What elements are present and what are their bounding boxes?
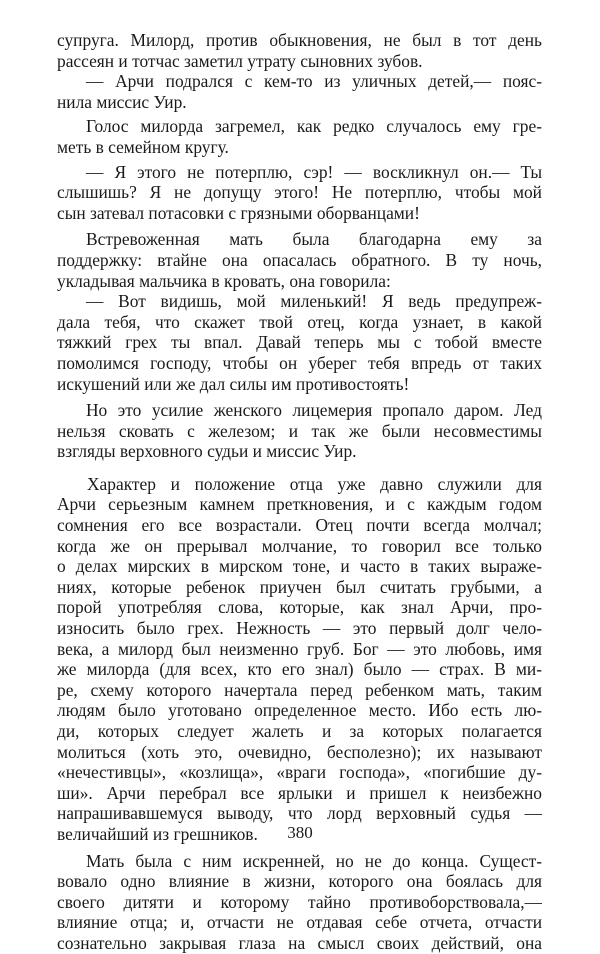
text-line: Встревоженная мать была благодарна ему за xyxy=(86,229,542,250)
text-line: ниях, которые ребенок приучен был считать грубыми, а xyxy=(57,576,542,597)
page-number: 380 xyxy=(287,823,313,842)
text-line: когда же он прерывал молчание, то говорил все только xyxy=(57,535,542,556)
text-line: вовало одно влияние в жизни, которого она боялась для xyxy=(57,871,542,892)
text-line: дала тебя, что скажет твой отец, когда узнает, в какой xyxy=(57,311,542,332)
text-line: влияние отца; и, отчасти не отдавая себе отчета, отчасти xyxy=(57,912,542,933)
text-line: — Вот видишь, мой миленький! Я ведь предупреж- xyxy=(86,291,542,312)
text-line: Голос милорда загремел, как редко случалось ему гре- xyxy=(86,116,542,137)
text-line: ди, которых следует жалеть и за которых полагается xyxy=(57,721,542,741)
text-line: о делах мирских в мирском тоне, и часто в таких выраже- xyxy=(57,556,542,577)
text-line: ши». Арчи перебрал все ярлыки и пришел к неизбежно xyxy=(57,782,542,803)
text-line: Мать была с ним искренней, но не до конца. Сущест- xyxy=(86,850,542,871)
text-line: поддержку: втайне она опасалась обратного. В ту ночь, xyxy=(57,249,542,270)
text-line: ре, схему которого начертала перед ребенком мать, таким xyxy=(57,679,542,700)
text-line: взгляды верховного судьи и миссис Уир. xyxy=(57,441,357,462)
text-line: рассеян и тотчас заметил утрату сыновних зубов. xyxy=(57,50,423,71)
text-line: «нечестивцы», «козлища», «враги господа», «погибшие ду- xyxy=(57,762,542,783)
text-line: — Арчи подрался с кем-то из уличных детей,— пояс- xyxy=(86,71,542,92)
text-line: же милорда (для всех, кто его знал) было — страх. В ми- xyxy=(57,659,542,680)
text-line: напрашивавшемуся выводу, что лорд верховный судья — xyxy=(57,803,542,824)
text-line: Характер и положение отца уже давно служили для xyxy=(87,473,542,494)
text-line: величайший из грешников. xyxy=(57,823,258,844)
text-line: сознательно закрывая глаза на смысл своих действий, она xyxy=(57,932,542,953)
text-line: сомнения его все возрастали. Отец почти всегда молчал; xyxy=(57,515,542,536)
text-line: искушений или же дал силы им противостоять! xyxy=(57,373,410,394)
text-line: молиться (хоть это, очевидно, бесполезно); их называют xyxy=(57,741,542,762)
text-line: — Я этого не потерплю, сэр! — воскликнул он.— Ты xyxy=(86,161,542,182)
text-line: людям было уготовано определенное место. Ибо есть лю- xyxy=(57,700,542,721)
text-line: супруга. Милорд, против обыкновения, не был в тот день xyxy=(57,30,542,50)
text-line: сын затевал потасовки с грязными оборванцами! xyxy=(57,202,420,223)
text-line: нила миссис Уир. xyxy=(57,91,187,112)
text-line: нельзя сковать с железом; и так же были несовместимы xyxy=(57,420,542,441)
text-line: слышишь? Я не допущу этого! Не потерплю, чтобы мой xyxy=(57,182,542,203)
page-text-block xyxy=(57,30,542,954)
text-line: Арчи серьезным камнем преткновения, и с каждым годом xyxy=(57,494,542,515)
text-line: меть в семейном кругу. xyxy=(57,136,229,157)
text-line: века, а милорд был неизменно груб. Бог — это любовь, имя xyxy=(57,638,542,659)
text-line: тяжкий грех ты впал. Давай теперь мы с тобой вместе xyxy=(57,332,542,353)
text-line: порой употребляя слова, которые, как знал Арчи, про- xyxy=(57,597,542,618)
text-line: своего дитяти и которому тайно противоборствовала,— xyxy=(57,891,542,912)
text-line: помолимся господу, чтобы он уберег тебя впредь от таких xyxy=(57,352,542,373)
text-line: износить было грех. Нежность — это первый долг чело- xyxy=(57,618,542,639)
text-line: Но это усилие женского лицемерия пропало даром. Лед xyxy=(86,400,542,421)
text-line: укладывая мальчика в кровать, она говорила: xyxy=(57,270,391,291)
